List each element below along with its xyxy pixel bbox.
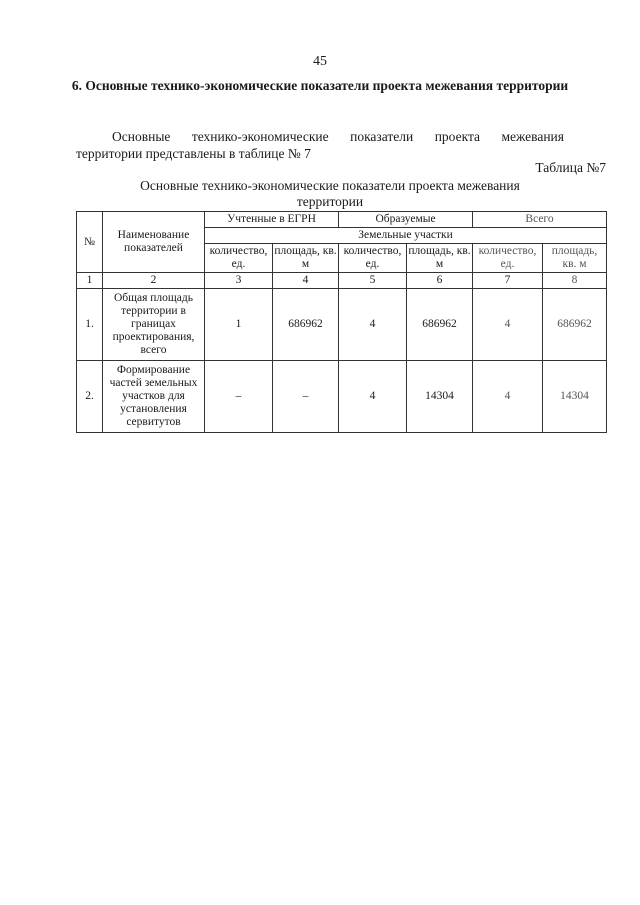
header-area: площадь, кв. м bbox=[273, 244, 339, 273]
column-number: 2 bbox=[103, 273, 205, 289]
paragraph-line-2: территории представлены в таблице № 7 bbox=[76, 146, 311, 161]
column-number: 6 bbox=[407, 273, 473, 289]
paragraph-line-1 bbox=[76, 128, 564, 145]
table-label: Таблица №7 bbox=[535, 160, 606, 175]
row-egrn-area: – bbox=[273, 361, 339, 433]
paragraph-word: технико-экономические bbox=[191, 129, 329, 144]
indicators-table bbox=[76, 211, 607, 433]
row-egrn-qty: – bbox=[205, 361, 273, 433]
header-name: Наименование показателей bbox=[103, 212, 205, 273]
table-header-row-1 bbox=[77, 212, 607, 228]
paragraph-word: показатели bbox=[350, 129, 414, 144]
row-no: 1. bbox=[77, 289, 103, 361]
row-egrn-area: 686962 bbox=[273, 289, 339, 361]
column-number: 4 bbox=[273, 273, 339, 289]
header-qty: количество, ед. bbox=[473, 244, 543, 273]
header-egrn: Учтенные в ЕГРН bbox=[205, 212, 339, 228]
header-qty: количество, ед. bbox=[339, 244, 407, 273]
header-area: площадь, кв. м bbox=[407, 244, 473, 273]
paragraph-word: межевания bbox=[501, 129, 564, 144]
table-title: Основные технико-экономические показатели проекта межевания территории bbox=[140, 178, 520, 209]
header-qty: количество, ед. bbox=[205, 244, 273, 273]
row-formed-area: 14304 bbox=[407, 361, 473, 433]
header-total: Всего bbox=[473, 212, 607, 228]
table-row bbox=[77, 361, 607, 433]
row-formed-area: 686962 bbox=[407, 289, 473, 361]
column-number: 8 bbox=[543, 273, 607, 289]
header-land-plots: Земельные участки bbox=[205, 228, 607, 244]
row-total-qty: 4 bbox=[473, 361, 543, 433]
paragraph-word: Основные bbox=[112, 129, 171, 144]
row-formed-qty: 4 bbox=[339, 361, 407, 433]
row-total-area: 14304 bbox=[543, 361, 607, 433]
header-area: площадь, кв. м bbox=[543, 244, 607, 273]
column-number: 5 bbox=[339, 273, 407, 289]
section-heading: 6. Основные технико-экономические показатели проекта межевания территории bbox=[71, 78, 569, 93]
row-name: Общая площадь территории в границах проектирования, всего bbox=[103, 289, 205, 361]
header-formed: Образуемые bbox=[339, 212, 473, 228]
row-no: 2. bbox=[77, 361, 103, 433]
row-egrn-qty: 1 bbox=[205, 289, 273, 361]
column-number: 1 bbox=[77, 273, 103, 289]
paragraph-word: проекта bbox=[434, 129, 481, 144]
page-number: 45 bbox=[313, 54, 327, 69]
header-no: № bbox=[77, 212, 103, 273]
column-number-row bbox=[77, 273, 607, 289]
row-total-area: 686962 bbox=[543, 289, 607, 361]
column-number: 7 bbox=[473, 273, 543, 289]
table-row bbox=[77, 289, 607, 361]
row-formed-qty: 4 bbox=[339, 289, 407, 361]
column-number: 3 bbox=[205, 273, 273, 289]
row-total-qty: 4 bbox=[473, 289, 543, 361]
row-name: Формирование частей земельных участков для установления сервитутов bbox=[103, 361, 205, 433]
intro-paragraph bbox=[76, 128, 564, 162]
